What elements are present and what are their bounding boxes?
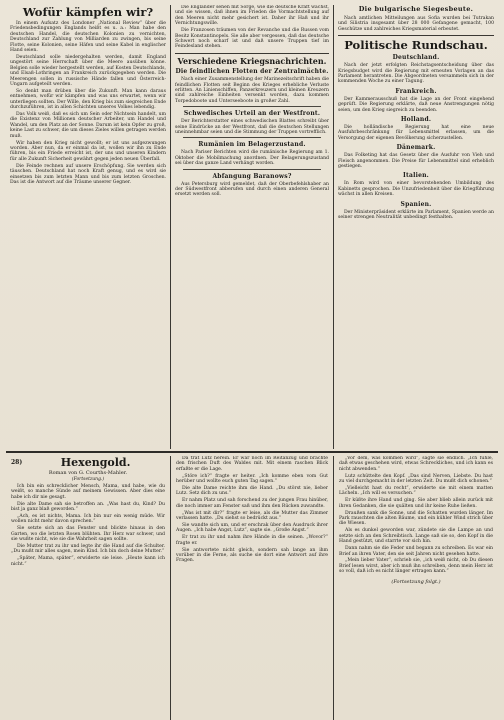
serial-paragraph: Als es dunkel geworden war, zündete sie die Lampe an und setzte sich an den Schreibtisch. Lange saß sie so, den Kopf in die Hand gestützt, und starrte vor sich hin. (339, 528, 493, 545)
serial-paragraph: Die alte Dame reichte ihm die Hand. „Du störst nie, lieber Lutz. Setz dich zu uns.“ (176, 486, 328, 497)
section-divider (338, 35, 494, 36)
serial-paragraph: Die Mutter trat zu ihr und legte ihr die Hand auf die Schulter. „Du mußt mir alles sagen, mein Kind. Ich bin doch deine Mutter.“ (11, 544, 165, 555)
serial-paragraph: „Vielleicht hast du recht“, erwiderte sie mit einem matten Lächeln. „Ich will es versuchen.“ (339, 486, 493, 497)
serial-column-1 (6, 456, 170, 720)
bulgarian-spoils-text: Nach amtlichen Mitteilungen aus Sofia wurden bei Tutrakan und Silistria insgesamt über 28 000 Gefangene gemacht, 100 Geschütze und zahlreiches Kriegsmaterial erbeutet. (338, 15, 494, 32)
bulgarian-spoils-title: Die bulgarische Siegesbeute. (358, 5, 474, 13)
serial-continuation-note: (Fortsetzung.) (71, 477, 105, 482)
news-subheading: Abfangung Baranows? (212, 172, 292, 180)
news-divider (183, 137, 321, 138)
editorial-paragraph: Deutschland solle niedergehalten werden, damit England ungestört seine Herrschaft über die Meere ausüben könne. Belgien solle wieder hergestellt werden, auf Kosten Deutschlands, und Elsaß-Lothringen an Frankreich zurückgegeben werden. Die Meerengen sollen in russische Hände fallen und Österreich-Ungarn aufgeteilt werden. (10, 55, 166, 88)
country-text: In Rom wird von einer bevorstehenden Umbildung des Kabinetts gesprochen. Die Unzufriedenheit über die Kriegführung wächst in allen Kreisen. (338, 181, 494, 198)
serial-paragraph: „Ach, es ist nichts, Mama. Ich bin nur ein wenig müde. Wir wollen nicht mehr davon sprechen.“ (11, 514, 165, 525)
serial-paragraph: Die alte Dame sah sie betroffen an. „Was hast du, Kind? Du bist ja ganz blaß geworden.“ (11, 501, 165, 513)
section-divider (175, 53, 329, 54)
serial-paragraph: Dann nahm sie die Feder und begann zu schreiben. Es war ein Brief an ihren Vater, den sie seit Jahren nicht gesehen hatte. (339, 546, 493, 557)
serial-number: 28) (11, 459, 23, 466)
country-text: Nach der jetzt erfolgten Reichstagsentscheidung über das Kriegsbudget wird die Regierung mit erneuten Vorlagen an das Parlament herantreten. Die Abgeordneten versammeln sich in der kommenden Woche zu einer Tagung. (338, 63, 494, 85)
column-editorial (6, 5, 170, 449)
news-subheading: Schwedisches Urteil an der Westfront. (183, 110, 321, 118)
news-paragraph: Nach Pariser Berichten wird die rumänische Regierung am 1. Oktober die Mobilmachung anordnen. Der Belagerungszustand sei über das ganze Land verhängt worden. (175, 150, 329, 167)
news-paragraph: Aus Petersburg wird gemeldet, daß der Oberbefehlshaber an der Südwestfront abberufen und durch einen anderen General ersetzt werden soll. (175, 181, 329, 198)
serial-paragraph: Er trat zu ihr und nahm ihre Hände in die seinen. „Wovor?“ fragte er. (176, 535, 328, 546)
news-paragraph: Nach einer Zusammenstellung der Marinezeitschrift haben die feindlichen Flotten seit Beginn des Krieges erhebliche Verluste erlitten. An Linienschiffen, Panzerkreuzern und kleinen Kreuzern sind zahlreiche Einheiten versenkt worden, dazu kommen Torpedoboote und Unterseeboote in großer Zahl. (175, 77, 329, 104)
serial-continuation-footer: (Fortsetzung folgt.) (391, 578, 441, 585)
feuilleton-section (6, 451, 498, 720)
war-news-title: Verschiedene Kriegsnachrichten. (177, 55, 327, 66)
serial-column-3 (334, 456, 498, 720)
news-paragraph: Der Berichterstatter eines schwedischen Blattes schreibt über seine Eindrücke an der Westfront, daß die deutschen Stellungen uneinnehmbar seien und die Stimmung der Truppen vortrefflich. (175, 119, 329, 135)
country-text: Das Folketing hat das Gesetz über die Ausfuhr von Vieh und Fleisch angenommen. Die Preise für Lebensmittel sind erheblich gestiegen. (338, 153, 494, 169)
country-heading: Dänemark. (396, 144, 436, 152)
country-heading: Deutschland. (392, 54, 440, 62)
news-subheading: Rumänien im Belagerzustand. (198, 141, 306, 149)
country-text: Der Kammerausschuß hat die Lage an der Front eingehend geprüft. Die Regierung erklärte, daß neue Anstrengungen nötig seien, um den Krieg siegreich zu beenden. (338, 96, 494, 113)
editorial-paragraph: Wir haben den Krieg nicht gewollt; er ist uns aufgezwungen worden. Aber nun, da er einmal da ist, wollen wir ihn zu Ende führen, bis ein Friede erreicht ist, der uns und unseren Kindern für alle Zukunft Sicherheit gewährt gegen jeden neuen Überfall. (10, 140, 166, 162)
serial-paragraph: Sie setzte sich an das Fenster und blickte hinaus in den Garten, wo die letzten Rosen blühten. Ihr Herz war schwer, und sie wußte nicht, wie sie die Wahrheit sagen sollte. (11, 526, 165, 543)
serial-paragraph: Draußen sank die Sonne, und die Schatten wurden länger. Im Park rauschten die alten Bäume, und ein kühler Wind strich über die Wiesen. (339, 510, 493, 527)
news-divider (183, 169, 321, 170)
serial-paragraph: Er nahm Platz und sah forschend zu der jungen Frau hinüber, die noch immer am Fenster saß und ihm den Rücken zuwandte. (176, 498, 328, 509)
country-heading: Frankreich. (395, 87, 437, 95)
serial-paragraph: Er küßte ihre Hand und ging. Sie aber blieb allein zurück mit ihren Gedanken, die sie quälten und ihr keine Ruhe ließen. (339, 498, 493, 509)
editorial-title: Wofür kämpfen wir? (22, 5, 154, 19)
country-heading: Italien. (403, 172, 429, 180)
serial-paragraph: „Mein lieber Vater“, schrieb sie, „ich weiß nicht, ob Du diesen Brief lesen wirst, aber ich muß ihn schreiben, denn mein Herz ist so voll, daß ich es nicht länger ertragen kann.“ (339, 558, 493, 575)
serial-paragraph: Sie antwortete nicht gleich, sondern sah lange an ihm vorüber in die Ferne, als suche sie dort eine Antwort auf ihre Fragen. (176, 547, 328, 564)
news-divider (183, 106, 321, 107)
serial-byline: Roman von G. Courths-Mahler. (48, 470, 128, 476)
serial-paragraph: Da trat Lutz herein. Er war noch im Reitanzug und brachte den frischen Duft des Waldes mit. Mit einem raschen Blick erfaßte er die Lage. (176, 456, 328, 472)
serial-column-2 (170, 456, 334, 720)
serial-paragraph: Ich bin ein schrecklicher Mensch, Mama, und habe, wie du weißt, so manche Sünde auf meinem Gewissen. Aber dies eine habe ich dir nie gesagt. (11, 484, 165, 500)
editorial-paragraph: Das Volk weiß, daß es sich um Sein oder Nichtsein handelt, um die Existenz von Millionen deutscher Arbeiter, um Handel und Wandel, um den Platz an der Sonne. Darum ist kein Opfer zu groß, keine Last zu schwer, die um dieses Zieles willen getragen werden muß. (10, 112, 166, 139)
country-heading: Holland. (400, 115, 432, 123)
country-heading: Spanien. (400, 200, 432, 208)
serial-title: Hexengold. (60, 456, 131, 469)
serial-paragraph: Sie wandte sich um, und er erschrak über den Ausdruck ihrer Augen. „Ich habe Angst, Lutz“, sagte sie. „Große Angst.“ (176, 522, 328, 534)
upper-section (6, 5, 498, 449)
news-subheading: Die feindlichen Flotten der Zentralmächte. (175, 68, 329, 76)
editorial-paragraph: So denkt man drüben über die Zukunft. Man kann daraus entnehmen, wofür wir kämpfen und was uns erwartet, wenn wir unterliegen sollten. Der Wille, den Krieg bis zum siegreichen Ende durchzuführen, ist in allen Schichten unseres Volkes lebendig. (10, 88, 166, 111)
country-text: Die holländische Regierung hat eine neue Ausfuhrbeschränkung für Lebensmittel erlassen, um die Versorgung der eigenen Bevölkerung sicherzustellen. (338, 124, 494, 141)
column-politics (334, 5, 498, 449)
politics-title: Politische Rundschau. (344, 38, 488, 53)
country-text: Der Ministerpräsident erklärte im Parlament, Spanien werde an seiner strengen Neutralität unbedingt festhalten. (338, 209, 494, 220)
editorial-paragraph: Die Feinde rechnen auf unsere Erschöpfung. Sie werden sich täuschen. Deutschland hat noch Kraft genug, und es wird sie einsetzen bis zum letzten Mann und bis zum letzten Groschen. Das ist die Antwort auf die Träume unserer Gegner. (10, 163, 166, 185)
serial-paragraph: „Was ist mit dir?“ fragte er leise, als die Mutter das Zimmer verlassen hatte. „Du siehst so bedrückt aus.“ (176, 510, 328, 522)
serial-paragraph: „Störe ich?“ fragte er heiter. „Ich komme eben vom Gut herüber und wollte euch guten Tag sagen.“ (176, 473, 328, 485)
serial-paragraph: „Später, Mama, später“, erwiderte sie leise. „Heute kann ich nicht.“ (11, 556, 165, 567)
serial-header (11, 456, 165, 469)
continued-paragraph: Die Franzosen träumen von der Revanche und die Russen vom Besitz Konstantinopels. Sie alle aber vergessen, daß das deutsche Schwert noch scharf ist und daß unsere Truppen tief im Feindesland stehen. (175, 28, 329, 50)
editorial-paragraph: In einem Aufsatz des Londoner „National Review“ über die Friedensbedingungen Englands heißt es u. a.: Man habe den deutschen Handel, die deutschen Kolonien zu vernichten, Deutschland zur Zahlung von Milliarden zu zwingen, bis seine Flotte, seine Kolonien, seine Häfen und seine Kabel in englischer Hand seien. (10, 21, 166, 54)
serial-paragraph: Lutz schüttelte den Kopf. „Das sind Nerven, Liebste. Du hast zu viel durchgemacht in der letzten Zeit. Du mußt dich schonen.“ (339, 473, 493, 485)
column-war-news (170, 5, 334, 449)
continued-paragraph: Die Engländer sehen mit Sorge, wie die deutsche Kraft wächst, und sie wissen, daß ihnen im Frieden die Vormachtstellung auf den Meeren nicht mehr gesichert ist. Daher ihr Haß und ihr Vernichtungswille. (175, 5, 329, 27)
serial-paragraph: „Vor dem, was kommen wird“, sagte sie endlich. „Ich fühle, daß etwas geschehen wird, etwas Schreckliches, und ich kann es nicht abwenden.“ (339, 456, 493, 472)
